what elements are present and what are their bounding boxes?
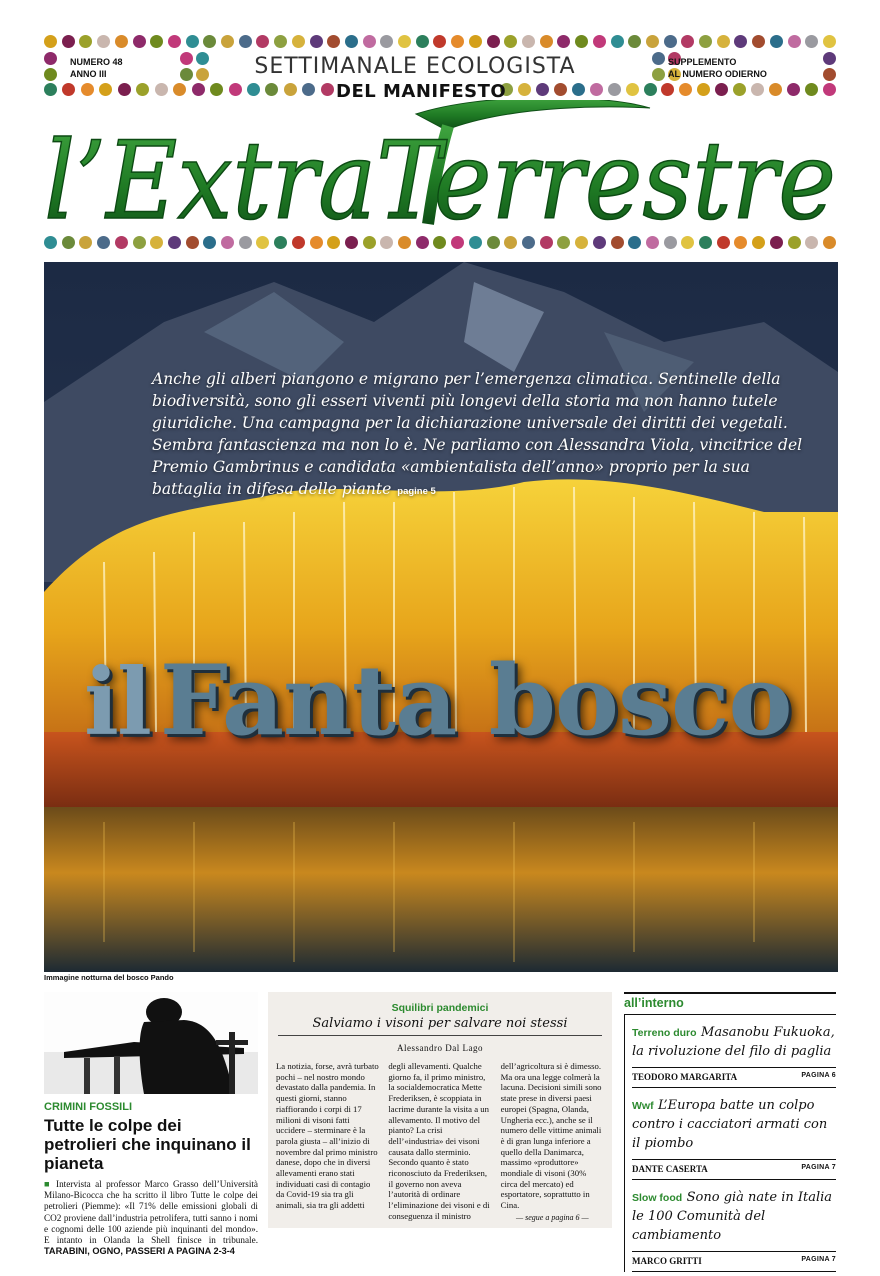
decorative-dot — [115, 35, 128, 48]
center-body — [276, 1061, 604, 1224]
hero-title-il: il — [84, 648, 150, 756]
center-divider — [278, 1035, 602, 1036]
decorative-dot — [363, 35, 376, 48]
decorative-dot — [79, 35, 92, 48]
hero-lead — [152, 368, 812, 503]
left-body — [44, 1179, 258, 1257]
decorative-dot — [118, 83, 131, 96]
center-col-1: La notizia, forse, avrà turbato pochi – nel nostro mondo devastato dalla pandemia. In questi giorni, stanno riaffiorando i corpi di 17 milioni di visoni fatti uccidere – sterminare è la parola giusta – all’inizio di novembre dal primo ministro danese, dopo che in diversi allevamenti erano stati individuati casi di contagio da Covid-19 sia tra gli animali, sia tra gli addetti — [276, 1061, 379, 1211]
decorative-dot — [345, 236, 358, 249]
svg-text:l’ExtraTerrestre: l’ExtraTerrestre — [44, 119, 836, 236]
decorative-dot — [504, 35, 517, 48]
decorative-dot — [416, 35, 429, 48]
decorative-dot — [504, 236, 517, 249]
decorative-dot — [380, 35, 393, 48]
inside-label: all’interno — [624, 992, 836, 1015]
decorative-dot — [557, 35, 570, 48]
decorative-dot — [247, 83, 260, 96]
decorative-dot — [274, 35, 287, 48]
decorative-dot — [487, 236, 500, 249]
decorative-dot — [733, 83, 746, 96]
decorative-dot — [345, 35, 358, 48]
center-col-3: dell’agricoltura si è dimesso. Ma ora una legge colmerà la lacuna. Decisioni simili sono state prese in diversi paesi europei (Spagna, Olanda, Ungheria ecc.), anche se il numero delle vittime animali è di gran lunga inferiore a quello della Danimarca, massimo «produttore» mondiale di visoni (30% circa del mercato) ed esportatore, soprattutto in Cina. — [500, 1061, 602, 1211]
square-bullet-icon: ■ — [44, 1179, 52, 1189]
inside-item-page[interactable]: PAGINA 7 — [801, 1256, 836, 1263]
decorative-dot — [44, 35, 57, 48]
decorative-dot — [697, 83, 710, 96]
decorative-dot — [805, 236, 818, 249]
left-kicker: CRIMINI FOSSILI — [44, 1101, 132, 1113]
inside-box — [624, 992, 836, 1272]
decorative-dot — [398, 35, 411, 48]
inside-item-kicker: Wwf — [632, 1100, 654, 1112]
decorative-dot — [321, 83, 334, 96]
decorative-dot — [239, 236, 252, 249]
decorative-dot — [664, 35, 677, 48]
center-col-2: degli allevamenti. Qualche giorno fa, il primo ministro, la socialdemocratica Mette Frederiksen, è scoppiata in lacrime durante la visita a un allevamento. Il motivo del pianto? La crisi dell’«industria» dei visoni causata dallo sterminio. Secondo quanto è stato riconosciuto da Frederiksen, il governo non aveva l’autorità di ordinare l’eliminazione dei visoni e di conseguenza il ministro — [388, 1061, 490, 1221]
decorative-dot — [717, 236, 730, 249]
left-byline[interactable]: TARABINI, OGNO, PASSERI A PAGINA 2-3-4 — [44, 1246, 235, 1257]
decorative-dot — [133, 236, 146, 249]
decorative-dot — [256, 35, 269, 48]
decorative-dot — [97, 35, 110, 48]
decorative-dot — [416, 236, 429, 249]
inside-item-kicker: Terreno duro — [632, 1027, 697, 1039]
decorative-dot — [805, 83, 818, 96]
decorative-dot — [628, 236, 641, 249]
hero-title-main: Fanta bosco — [159, 644, 792, 757]
decorative-dot — [522, 236, 535, 249]
decorative-dot — [823, 83, 836, 96]
inside-item-title[interactable]: Masanobu Fukuoka, la rivoluzione del filo di paglia — [632, 1025, 835, 1059]
masthead-weekly: SETTIMANALE ECOLOGISTA — [254, 54, 576, 79]
decorative-dot — [752, 236, 765, 249]
decorative-dot — [769, 83, 782, 96]
decorative-dot — [256, 236, 269, 249]
hero-image — [44, 262, 838, 972]
decorative-dot — [210, 83, 223, 96]
decorative-dot — [626, 83, 639, 96]
decorative-dot — [572, 83, 585, 96]
decorative-dot — [99, 83, 112, 96]
decorative-dot — [115, 236, 128, 249]
decorative-dot — [239, 35, 252, 48]
decorative-dot — [44, 83, 57, 96]
decorative-dot — [681, 236, 694, 249]
decorative-dot — [150, 35, 163, 48]
decorative-dot — [469, 236, 482, 249]
decorative-dot — [62, 236, 75, 249]
decorative-dot — [734, 236, 747, 249]
hero-lead-text: Anche gli alberi piangono e migrano per l’emergenza climatica. Sentinelle della biodiversità, sono gli esseri viventi più longevi della storia ma non hanno tutele giuridiche. Una campagna per la dichiarazione universale dei diritti dei vegetali. Sembra fantascienza ma non lo è. Ne parliamo con Alessandra Viola, vincitrice del Premio Gambrinus e candidata «ambientalista dell’anno» proprio per la sua battaglia in difesa delle piante — [152, 370, 803, 498]
decorative-dot — [469, 35, 482, 48]
dot-row-top — [44, 35, 836, 49]
hero-caption: Immagine notturna del bosco Pando — [44, 973, 174, 982]
decorative-dot — [81, 83, 94, 96]
decorative-dot — [292, 35, 305, 48]
decorative-dot — [433, 35, 446, 48]
decorative-dot — [788, 236, 801, 249]
decorative-dot — [751, 83, 764, 96]
decorative-dot — [540, 236, 553, 249]
decorative-dot — [611, 35, 624, 48]
decorative-dot — [451, 236, 464, 249]
inside-item[interactable] — [624, 1015, 836, 1088]
inside-item-footer — [632, 1159, 836, 1180]
decorative-dot — [398, 236, 411, 249]
inside-item-page[interactable]: PAGINA 6 — [801, 1072, 836, 1079]
inside-item-author: MARCO GRITTI — [632, 1256, 702, 1266]
decorative-dot — [715, 83, 728, 96]
decorative-dot — [536, 83, 549, 96]
decorative-dot — [284, 83, 297, 96]
decorative-dot — [302, 83, 315, 96]
decorative-dot — [155, 83, 168, 96]
decorative-dot — [628, 35, 641, 48]
decorative-dot — [327, 35, 340, 48]
decorative-dot — [487, 35, 500, 48]
article-left — [44, 992, 258, 1257]
issue-number: NUMERO 48 — [70, 57, 123, 67]
oil-worker-photo — [44, 992, 258, 1094]
inside-item-title[interactable]: Sono già nate in Italia le 100 Comunità del cambiamento — [632, 1190, 833, 1243]
decorative-dot — [310, 35, 323, 48]
supplement-label: SUPPLEMENTO — [668, 57, 737, 67]
decorative-dot — [788, 35, 801, 48]
decorative-dot — [203, 236, 216, 249]
decorative-dot — [133, 35, 146, 48]
decorative-dot — [265, 83, 278, 96]
decorative-dot — [823, 35, 836, 48]
decorative-dot — [752, 35, 765, 48]
decorative-dot — [168, 35, 181, 48]
decorative-dot — [186, 35, 199, 48]
decorative-dot — [380, 236, 393, 249]
inside-item[interactable] — [624, 1180, 836, 1272]
decorative-dot — [310, 236, 323, 249]
left-headline[interactable]: Tutte le colpe dei petrolieri che inquinano il pianeta — [44, 1116, 251, 1173]
decorative-dot — [522, 35, 535, 48]
decorative-dot — [770, 35, 783, 48]
decorative-dot — [699, 35, 712, 48]
decorative-dot — [699, 236, 712, 249]
decorative-dot — [593, 35, 606, 48]
decorative-dot — [221, 35, 234, 48]
center-headline[interactable]: Salviamo i visoni per salvare noi stessi — [312, 1016, 568, 1031]
decorative-dot — [221, 236, 234, 249]
decorative-dot — [79, 236, 92, 249]
dot-row-middle — [44, 83, 334, 97]
inside-item-title[interactable]: L’Europa batte un colpo contro i cacciatori armati con il piombo — [632, 1098, 828, 1151]
dot-row-bottom — [44, 236, 836, 250]
decorative-dot — [44, 236, 57, 249]
decorative-dot — [203, 35, 216, 48]
inside-item-footer — [632, 1251, 836, 1272]
hero-title — [84, 644, 791, 757]
center-continue-link[interactable]: — segue a pagina 6 — — [515, 1212, 589, 1222]
decorative-dot — [274, 236, 287, 249]
decorative-dot — [646, 236, 659, 249]
decorative-dot — [664, 236, 677, 249]
decorative-dot — [575, 35, 588, 48]
decorative-dot — [451, 35, 464, 48]
decorative-dot — [292, 236, 305, 249]
inside-item-footer — [632, 1067, 836, 1088]
decorative-dot — [150, 236, 163, 249]
center-author: Alessandro Dal Lago — [397, 1043, 483, 1053]
decorative-dot — [646, 35, 659, 48]
decorative-dot — [661, 83, 674, 96]
decorative-dot — [787, 83, 800, 96]
masthead-logo — [44, 100, 836, 236]
decorative-dot — [433, 236, 446, 249]
decorative-dot — [229, 83, 242, 96]
decorative-dot — [590, 83, 603, 96]
center-kicker: Squilibri pandemici — [391, 1002, 489, 1014]
decorative-dot — [554, 83, 567, 96]
decorative-dot — [62, 83, 75, 96]
article-center — [268, 992, 612, 1228]
decorative-dot — [173, 83, 186, 96]
decorative-dot — [575, 236, 588, 249]
decorative-dot — [363, 236, 376, 249]
dot-row-middle-right — [500, 83, 836, 97]
inside-item-page[interactable]: PAGINA 7 — [801, 1164, 836, 1171]
issue-year: ANNO III — [70, 69, 107, 79]
decorative-dot — [611, 236, 624, 249]
inside-item-author: TEODORO MARGARITA — [632, 1072, 738, 1082]
decorative-dot — [805, 35, 818, 48]
decorative-dot — [327, 236, 340, 249]
masthead-publisher: DEL MANIFESTO — [336, 81, 507, 102]
decorative-dot — [186, 236, 199, 249]
decorative-dot — [557, 236, 570, 249]
decorative-dot — [608, 83, 621, 96]
inside-item-author: DANTE CASERTA — [632, 1164, 708, 1174]
decorative-dot — [823, 236, 836, 249]
decorative-dot — [734, 35, 747, 48]
supplement-note: AL NUMERO ODIERNO — [668, 69, 767, 79]
decorative-dot — [540, 35, 553, 48]
decorative-dot — [717, 35, 730, 48]
hero-page-ref[interactable]: pagine 5 — [397, 486, 436, 497]
decorative-dot — [136, 83, 149, 96]
oil-worker-silhouette — [44, 992, 258, 1094]
center-col-3-wrap — [501, 1061, 604, 1224]
inside-item[interactable] — [624, 1088, 836, 1180]
decorative-dot — [681, 35, 694, 48]
decorative-dot — [518, 83, 531, 96]
decorative-dot — [644, 83, 657, 96]
left-body-text: Intervista al professor Marco Grasso dell’Università Milano-Bicocca che ha scritto il libro Tutte le colpe dei petrolieri (Piemme): «Il 71% delle emissioni globali di CO2 proviene dall’industria petrolifera, tutti sanno i nomi e cognomi delle 100 aziende più inquinanti del mondo». E intanto in Olanda la Shell finisce in tribunale. — [44, 1179, 258, 1246]
decorative-dot — [770, 236, 783, 249]
decorative-dot — [62, 35, 75, 48]
decorative-dot — [593, 236, 606, 249]
decorative-dot — [679, 83, 692, 96]
inside-item-kicker: Slow food — [632, 1192, 683, 1204]
decorative-dot — [192, 83, 205, 96]
decorative-dot — [97, 236, 110, 249]
supplement-info — [668, 56, 767, 80]
decorative-dot — [168, 236, 181, 249]
inside-list — [624, 1015, 836, 1272]
